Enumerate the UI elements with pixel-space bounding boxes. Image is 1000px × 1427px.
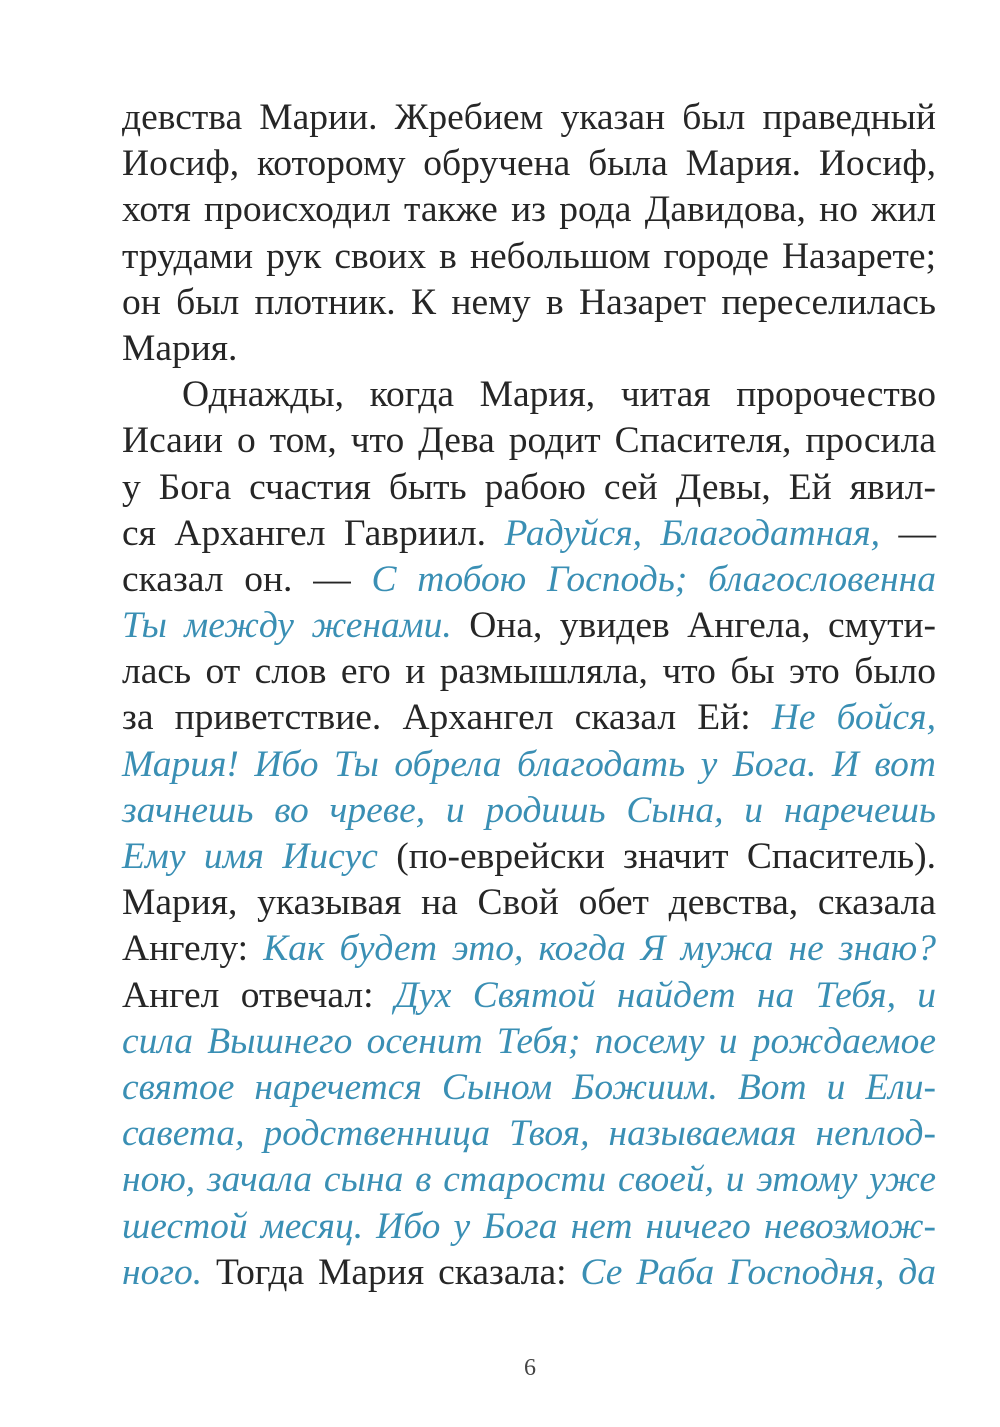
narrative-text: — [880,512,936,554]
text-line [122,326,936,372]
narrative-text: лась от слов его и размышляла, что бы это было [122,651,936,693]
text-line [122,187,936,233]
text-line [122,465,936,511]
text-line [122,141,936,187]
narrative-text: сказал он. — [122,558,372,600]
narrative-text: Тогда Мария сказала: [202,1251,581,1293]
narrative-text: Исаии о том, что Дева родит Спасителя, просила [122,420,936,462]
narrative-text: Мария, указывая на Свой обет девства, сказала [122,882,936,924]
text-line [122,603,936,649]
text-line [122,1250,936,1296]
narrative-text: он был плотник. К нему в Назарет переселилась [122,281,936,323]
text-line [122,1065,936,1111]
body-text [122,95,936,1296]
text-line [122,973,936,1019]
text-line [122,418,936,464]
scripture-quote: Се Раба Господня, да [580,1251,936,1293]
page-number: 6 [524,1355,536,1381]
text-line [122,557,936,603]
scripture-quote: Ты между женами. [122,605,452,647]
text-line [122,742,936,788]
narrative-text: ся Архангел Гавриил. [122,512,505,554]
text-line [122,234,936,280]
scripture-quote: Радуйся, Благодатная, [504,512,881,554]
text-line [122,926,936,972]
narrative-text: у Бога счастия быть рабою сей Девы, Ей явил- [122,466,936,508]
scripture-quote: Не бойся, [771,697,936,739]
narrative-text: Ангелу: [122,928,264,970]
scripture-quote: Дух Святой найдет на Тебя, и [394,974,936,1016]
text-line [122,788,936,834]
scripture-quote: ного. [122,1251,203,1293]
text-line [122,1019,936,1065]
narrative-text: Мария. [122,327,238,369]
scripture-quote: Мария! Ибо Ты обрела благодать у Бога. И вот [122,743,936,785]
text-line [122,1111,936,1157]
text-line [122,1204,936,1250]
narrative-text: трудами рук своих в небольшом городе Назарете; [122,235,936,277]
narrative-text: девства Марии. Жребием указан был праведный [122,97,936,138]
text-line [122,649,936,695]
scripture-quote: святое наречется Сыном Божиим. Вот и Ели- [122,1066,936,1108]
narrative-text: хотя происходил также из рода Давидова, но жил [122,189,936,231]
text-line [122,372,936,418]
scripture-quote: зачнешь во чреве, и родишь Сына, и наречешь [122,789,936,831]
scripture-quote: С тобою Господь; благословенна [371,558,936,600]
scripture-quote: Как будет это, когда Я мужа не знаю? [263,928,936,970]
scripture-quote: шестой месяц. Ибо у Бога нет ничего невозмож- [122,1205,936,1247]
text-line [122,1157,936,1203]
narrative-text: Ангел отвечал: [122,974,395,1016]
text-line [122,280,936,326]
narrative-text: Однажды, когда Мария, читая пророчество [182,374,936,416]
scripture-quote: савета, родственница Твоя, называемая неплод- [122,1113,936,1155]
scripture-quote: ною, зачала сына в старости своей, и этому уже [122,1159,936,1201]
text-line [122,834,936,880]
narrative-text: за приветствие. Архангел сказал Ей: [122,697,772,739]
text-line [122,695,936,741]
narrative-text: Иосиф, которому обручена была Мария. Иосиф, [122,143,936,185]
text-line [122,511,936,557]
scripture-quote: сила Вышнего осенит Тебя; посему и рождаемое [122,1020,936,1062]
text-line [122,880,936,926]
narrative-text: (по-еврейски значит Спаситель). [377,836,937,877]
text-line [122,95,936,141]
narrative-text: Она, увидев Ангела, смути- [451,605,937,647]
scripture-quote: Ему имя Иисус [122,836,378,877]
